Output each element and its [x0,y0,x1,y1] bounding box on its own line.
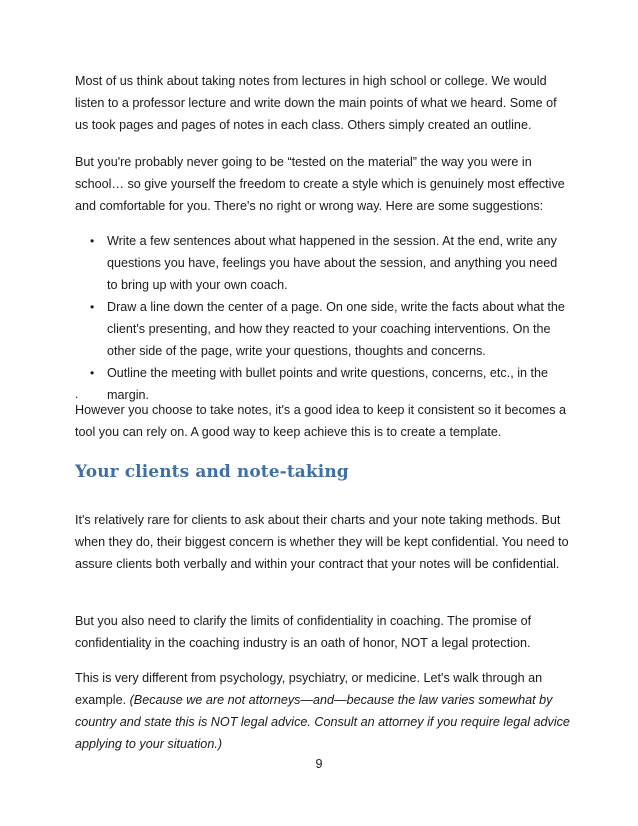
intro-paragraph-2: But you're probably never going to be “tested on the material” the way you were in school… so give yourself the freedom to create a style which is genuinely most effective and comfortable for you. There's no right or wrong way. Here are some suggestions: [75,155,565,213]
list-item [75,296,570,362]
section-heading: Your clients and note-taking [75,462,349,482]
suggestion-text: Write a few sentences about what happened in the session. At the end, write any questions you have, feelings you have about the session, and anything you need to bring up with your own coach. [107,234,558,292]
suggestion-text: Draw a line down the center of a page. On one side, write the facts about what the client's presenting, and how they reacted to your coaching interventions. On the other side of the page, write your questions, thoughts and concerns. [107,300,565,358]
bullet-icon: • [90,300,95,314]
bullet-icon: • [90,366,95,380]
example-paragraph [75,667,570,755]
intro-paragraph-1: Most of us think about taking notes from lectures in high school or college. We would listen to a professor lecture and write down the main points of what we heard. Some of us took pages and pages of notes in each class. Others simply created an outline. [75,74,557,132]
suggestions-list [75,230,570,406]
bullet-icon: • [90,234,95,248]
page-number: 9 [315,757,323,771]
stray-period: . [75,387,79,401]
confidentiality-paragraph: But you also need to clarify the limits of confidentiality in coaching. The promise of confidentiality in the coaching industry is an oath of honor, NOT a legal protection. [75,614,532,650]
suggestion-text: Outline the meeting with bullet points and write questions, concerns, etc., in the margin. [107,366,549,402]
legal-disclaimer: (Because we are not attorneys—and—because the law varies somewhat by country and state this is NOT legal advice. Consult an attorney if you require legal advice applying to your situation.) [75,693,570,751]
list-item [75,230,570,296]
clients-paragraph: It's relatively rare for clients to ask about their charts and your note taking methods. But when they do, their biggest concern is whether they will be kept confidential. You need to assure clients both verbally and within your contract that your notes will be confidential. [75,513,569,571]
consistency-paragraph: However you choose to take notes, it's a good idea to keep it consistent so it becomes a tool you can rely on. A good way to keep achieve this is to create a template. [75,403,567,439]
example-text: This is very different from psychology, psychiatry, or medicine. Let's walk through an example. [75,671,543,707]
